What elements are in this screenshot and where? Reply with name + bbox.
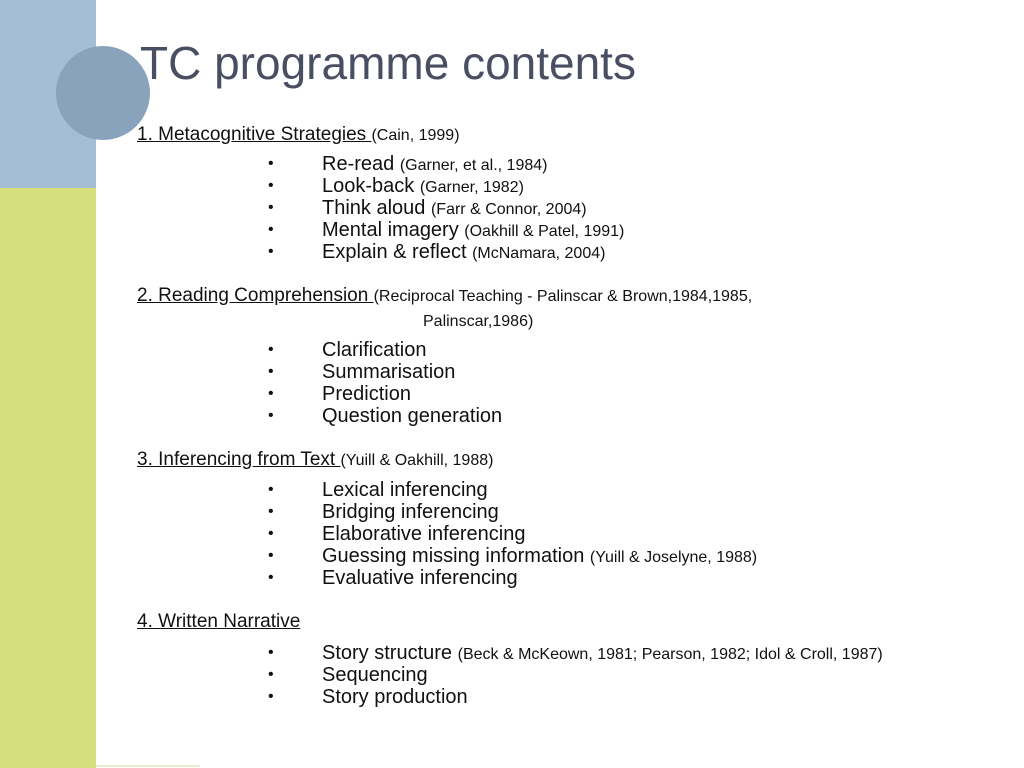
item-text: Evaluative inferencing	[322, 567, 518, 589]
section-1-list	[268, 153, 624, 263]
section-citation-continued: Palinscar,1986)	[423, 313, 534, 330]
item-text: Prediction	[322, 383, 411, 405]
section-4-list	[268, 642, 883, 708]
list-item	[268, 405, 502, 427]
item-citation: (Farr & Connor, 2004)	[430, 201, 587, 218]
section-2-list	[268, 339, 502, 427]
list-item	[268, 175, 624, 197]
bullet-icon: •	[268, 525, 274, 542]
section-citation: (Reciprocal Teaching - Palinscar & Brown,1984,1985,	[373, 288, 753, 305]
bullet-icon: •	[268, 363, 274, 380]
list-item	[268, 153, 624, 175]
list-item	[268, 567, 757, 589]
item-text: Story structure	[322, 642, 453, 664]
item-text: Lexical inferencing	[322, 479, 488, 501]
list-item	[268, 664, 883, 686]
item-text: Mental imagery	[322, 219, 459, 241]
list-item	[268, 241, 624, 263]
bullet-icon: •	[268, 644, 274, 661]
section-heading: 4. Written Narrative	[137, 611, 301, 632]
list-item	[268, 523, 757, 545]
decorative-band-bottom	[0, 188, 96, 768]
bullet-icon: •	[268, 666, 274, 683]
item-citation: (Beck & McKeown, 1981; Pearson, 1982; Idol & Croll, 1987)	[457, 646, 883, 663]
list-item	[268, 339, 502, 361]
bullet-icon: •	[268, 155, 274, 172]
section-4-heading	[137, 611, 300, 633]
bullet-icon: •	[268, 177, 274, 194]
item-text: Re-read	[322, 153, 395, 175]
bullet-icon: •	[268, 243, 274, 260]
section-citation: (Yuill & Oakhill, 1988)	[340, 452, 494, 469]
item-text: Summarisation	[322, 361, 456, 383]
list-item	[268, 383, 502, 405]
bullet-icon: •	[268, 481, 274, 498]
item-text: Clarification	[322, 339, 427, 361]
section-1-heading	[137, 124, 460, 147]
item-text: Think aloud	[322, 197, 426, 219]
list-item	[268, 361, 502, 383]
section-heading: 2. Reading Comprehension	[137, 285, 374, 306]
item-text: Elaborative inferencing	[322, 523, 526, 545]
item-text: Look-back	[322, 175, 415, 197]
section-2-heading	[137, 285, 752, 308]
bullet-icon: •	[268, 385, 274, 402]
slide-title: TC programme contents	[140, 37, 636, 89]
section-heading: 1. Metacognitive Strategies	[137, 124, 372, 145]
item-citation: (Oakhill & Patel, 1991)	[464, 223, 625, 240]
list-item	[268, 219, 624, 241]
item-citation: (Garner, 1982)	[419, 179, 524, 196]
decorative-circle	[56, 46, 150, 140]
decorative-line	[96, 765, 200, 767]
item-text: Guessing missing information	[322, 545, 585, 567]
item-citation: (Garner, et al., 1984)	[399, 157, 548, 174]
section-citation: (Cain, 1999)	[371, 127, 460, 144]
list-item	[268, 686, 883, 708]
list-item	[268, 479, 757, 501]
section-3-list	[268, 479, 757, 589]
bullet-icon: •	[268, 569, 274, 586]
list-item	[268, 501, 757, 523]
section-3-heading	[137, 449, 493, 472]
bullet-icon: •	[268, 688, 274, 705]
bullet-icon: •	[268, 199, 274, 216]
list-item	[268, 545, 757, 567]
section-heading: 3. Inferencing from Text	[137, 449, 341, 470]
item-citation: (McNamara, 2004)	[472, 245, 606, 262]
bullet-icon: •	[268, 503, 274, 520]
bullet-icon: •	[268, 407, 274, 424]
item-text: Question generation	[322, 405, 503, 427]
bullet-icon: •	[268, 547, 274, 564]
bullet-icon: •	[268, 221, 274, 238]
item-text: Sequencing	[322, 664, 428, 686]
list-item	[268, 197, 624, 219]
item-text: Bridging inferencing	[322, 501, 499, 523]
item-text: Explain & reflect	[322, 241, 467, 263]
bullet-icon: •	[268, 341, 274, 358]
list-item	[268, 642, 883, 664]
item-text: Story production	[322, 686, 468, 708]
item-citation: (Yuill & Joselyne, 1988)	[589, 549, 758, 566]
